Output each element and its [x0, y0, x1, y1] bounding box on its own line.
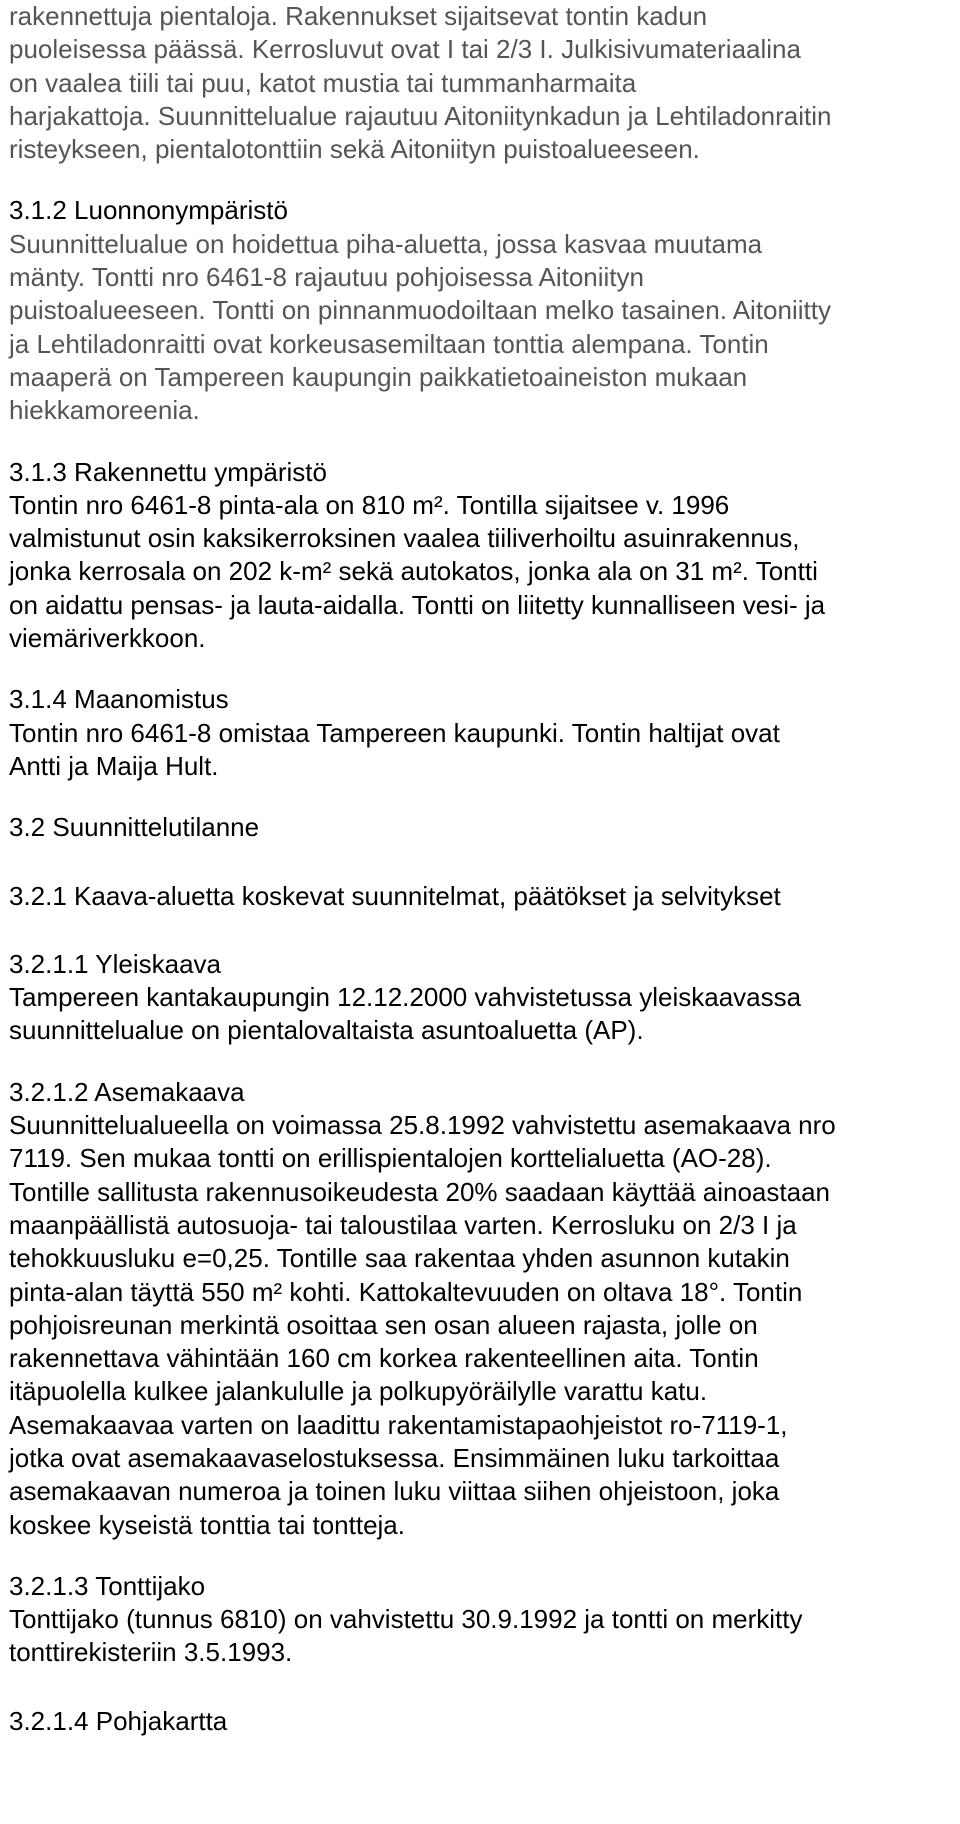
spacer: [9, 1048, 954, 1076]
section-heading: 3.1.3 Rakennettu ympäristö: [9, 456, 327, 487]
text-line: pohjoisreunan merkintä osoittaa sen osan alueen rajasta, jolle on: [9, 1309, 758, 1340]
text-line: valmistunut osin kaksikerroksinen vaalea tiiliverhoiltu asuinrakennus,: [9, 523, 800, 554]
text-line: suunnittelualue on pientalovaltaista asuntoaluetta (AP).: [9, 1015, 644, 1046]
text-line: harjakattoja. Suunnittelualue rajautuu Aitoniitynkadun ja Lehtiladonraitin: [9, 100, 832, 131]
section-3-1-3: [9, 456, 954, 656]
text-line: puoleisessa päässä. Kerrosluvut ovat I tai 2/3 I. Julkisivumateriaalina: [9, 34, 801, 65]
text-line: Suunnittelualue on hoidettua piha-aluetta, jossa kasvaa muutama: [9, 228, 763, 259]
text-line: koskee kyseistä tonttia tai tontteja.: [9, 1509, 405, 1540]
text-line: itäpuolella kulkee jalankululle ja polkupyöräilylle varattu katu.: [9, 1376, 708, 1407]
text-line: maaperä on Tampereen kaupungin paikkatietoaineiston mukaan: [9, 361, 748, 392]
text-line: Antti ja Maija Hult.: [9, 750, 219, 781]
spacer: [9, 166, 954, 194]
text-line: Asemakaavaa varten on laadittu rakentamistapaohjeistot ro-7119-1,: [9, 1409, 788, 1440]
document-page: [9, 0, 954, 1738]
section-3-2-1-1: [9, 948, 954, 1048]
text-line: jonka kerrosala on 202 k-m² sekä autokatos, jonka ala on 31 m². Tontti: [9, 556, 818, 587]
text-line: Tontin nro 6461-8 omistaa Tampereen kaupunki. Tontin haltijat ovat: [9, 717, 780, 748]
text-line: asemakaavan numeroa ja toinen luku viittaa siihen ohjeistoon, joka: [9, 1476, 780, 1507]
text-line: rakennettava vähintään 160 cm korkea rakenteellinen aita. Tontin: [9, 1343, 759, 1374]
text-line: Tampereen kantakaupungin 12.12.2000 vahvistetussa yleiskaavassa: [9, 982, 802, 1013]
spacer: [9, 1542, 954, 1570]
text-line: tehokkuusluku e=0,25. Tontille saa rakentaa yhden asunnon kutakin: [9, 1243, 790, 1274]
text-line: on vaalea tiili tai puu, katot mustia tai tummanharmaita: [9, 67, 637, 98]
text-line: 7119. Sen mukaa tontti on erillispientalojen korttelialuetta (AO-28).: [9, 1143, 772, 1174]
text-line: pinta-alan täyttä 550 m² kohti. Kattokaltevuuden on oltava 18°. Tontin: [9, 1276, 803, 1307]
section-3-1-4: [9, 683, 954, 783]
section-3-2-1-3: [9, 1570, 954, 1670]
text-line: viemäriverkkoon.: [9, 623, 206, 654]
section-heading-3-2-1: 3.2.1 Kaava-aluetta koskevat suunnitelmat, päätökset ja selvitykset: [9, 880, 781, 911]
text-line: Suunnittelualueella on voimassa 25.8.1992 vahvistettu asemakaava nro: [9, 1110, 836, 1141]
spacer: [9, 913, 954, 948]
text-line: mänty. Tontti nro 6461-8 rajautuu pohjoisessa Aitoniityn: [9, 262, 644, 293]
section-heading: 3.2.1.3 Tonttijako: [9, 1570, 206, 1601]
section-3-1-2: [9, 194, 954, 427]
section-heading-3-2-1-4: 3.2.1.4 Pohjakartta: [9, 1705, 228, 1736]
section-heading: 3.1.2 Luonnonympäristö: [9, 195, 288, 226]
text-line: risteykseen, pientalotonttiin sekä Aitoniityn puistoalueeseen.: [9, 134, 700, 165]
spacer: [9, 428, 954, 456]
text-line: hiekkamoreenia.: [9, 395, 200, 426]
section-heading: 3.2.1.2 Asemakaava: [9, 1076, 245, 1107]
intro-paragraph: [9, 0, 954, 166]
spacer: [9, 1670, 954, 1705]
section-heading-3-2: 3.2 Suunnittelutilanne: [9, 812, 260, 843]
text-line: maanpäällistä autosuoja- tai taloustilaa varten. Kerrosluku on 2/3 I ja: [9, 1209, 797, 1240]
text-line: jotka ovat asemakaavaselostuksessa. Ensimmäinen luku tarkoittaa: [9, 1442, 780, 1473]
text-line: Tonttijako (tunnus 6810) on vahvistettu 30.9.1992 ja tontti on merkitty: [9, 1604, 803, 1635]
spacer: [9, 783, 954, 811]
text-line: puistoalueeseen. Tontti on pinnanmuodoiltaan melko tasainen. Aitoniitty: [9, 295, 831, 326]
text-line: tonttirekisteriin 3.5.1993.: [9, 1637, 293, 1668]
text-line: on aidattu pensas- ja lauta-aidalla. Tontti on liitetty kunnalliseen vesi- ja: [9, 589, 826, 620]
text-line: rakennettuja pientaloja. Rakennukset sijaitsevat tontin kadun: [9, 1, 708, 31]
section-3-2-1-2: [9, 1076, 954, 1542]
spacer: [9, 655, 954, 683]
text-line: Tontille sallitusta rakennusoikeudesta 20% saadaan käyttää ainoastaan: [9, 1176, 830, 1207]
section-heading: 3.2.1.1 Yleiskaava: [9, 948, 221, 979]
text-line: Tontin nro 6461-8 pinta-ala on 810 m². Tontilla sijaitsee v. 1996: [9, 489, 730, 520]
section-heading: 3.1.4 Maanomistus: [9, 684, 229, 715]
text-line: ja Lehtiladonraitti ovat korkeusasemiltaan tonttia alempana. Tontin: [9, 328, 769, 359]
spacer: [9, 845, 954, 880]
